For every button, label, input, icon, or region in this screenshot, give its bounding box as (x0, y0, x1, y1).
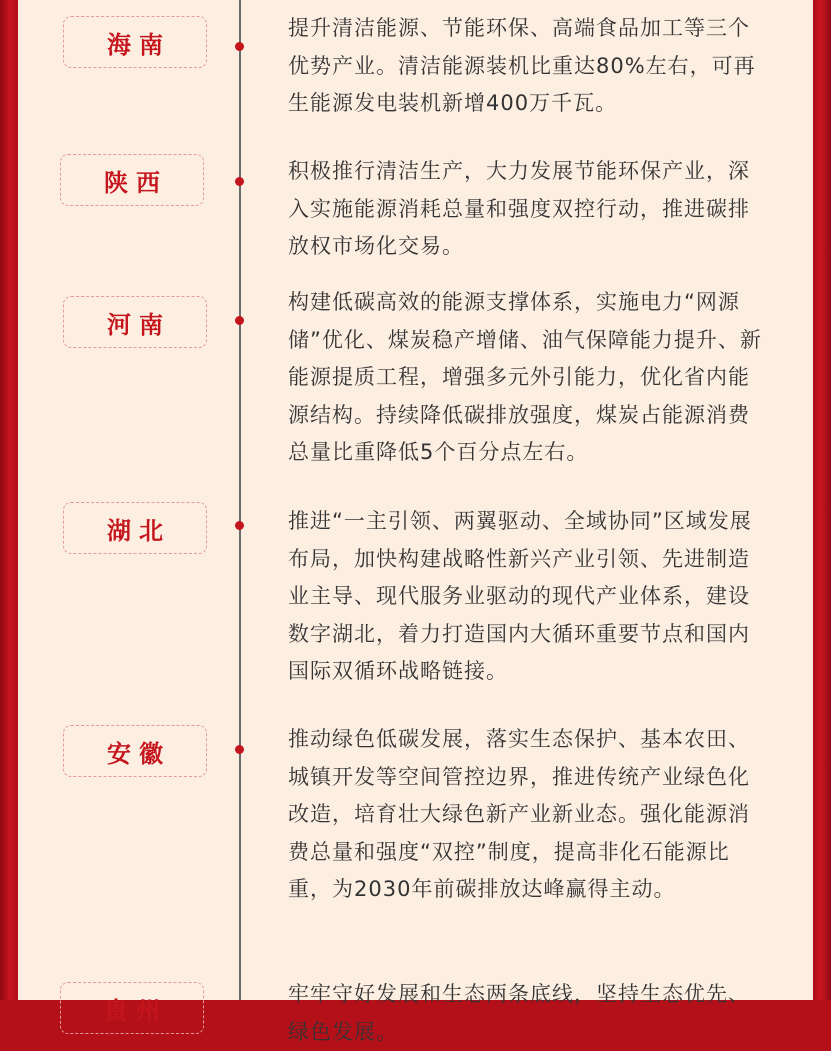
timeline-dot (235, 316, 244, 325)
content-panel (18, 0, 813, 1044)
province-label: 湖北 (63, 502, 207, 554)
province-label: 安徽 (63, 725, 207, 777)
province-description: 积极推行清洁生产，大力发展节能环保产业，深入实施能源消耗总量和强度双控行动，推进碳排放权市场化交易。 (288, 159, 750, 258)
province-description: 推动绿色低碳发展，落实生态保护、基本农田、城镇开发等空间管控边界，推进传统产业绿色化改造，培育壮大绿色新产业新业态。强化能源消费总量和强度“双控”制度，提高非化石能源比重，为2030年前碳排放达峰赢得主动。 (288, 727, 750, 901)
province-label: 贵州 (60, 982, 204, 1034)
timeline-dot (235, 177, 244, 186)
province-description: 构建低碳高效的能源支撑体系，实施电力“网源储”优化、煤炭稳产增储、油气保障能力提升、新能源提质工程，增强多元外引能力，优化省内能源结构。持续降低碳排放强度，煤炭占能源消费总量比重降低5个百分点左右。 (288, 290, 762, 464)
province-description: 牢牢守好发展和生态两条底线，坚持生态优先、绿色发展。 (288, 982, 750, 1044)
province-description: 提升清洁能源、节能环保、高端食品加工等三个优势产业。清洁能源装机比重达80%左右，可再生能源发电装机新增400万千瓦。 (288, 16, 756, 115)
timeline-dot (235, 745, 244, 754)
province-description: 推进“一主引领、两翼驱动、全域协同”区域发展布局，加快构建战略性新兴产业引领、先进制造业主导、现代服务业驱动的现代产业体系，建设数字湖北，着力打造国内大循环重要节点和国内国际双循环战略链接。 (288, 509, 752, 683)
province-label: 陕西 (60, 154, 204, 206)
timeline-dot (235, 521, 244, 530)
timeline-line (239, 0, 241, 1000)
province-label: 河南 (63, 296, 207, 348)
timeline-dot (235, 42, 244, 51)
province-label: 海南 (63, 16, 207, 68)
